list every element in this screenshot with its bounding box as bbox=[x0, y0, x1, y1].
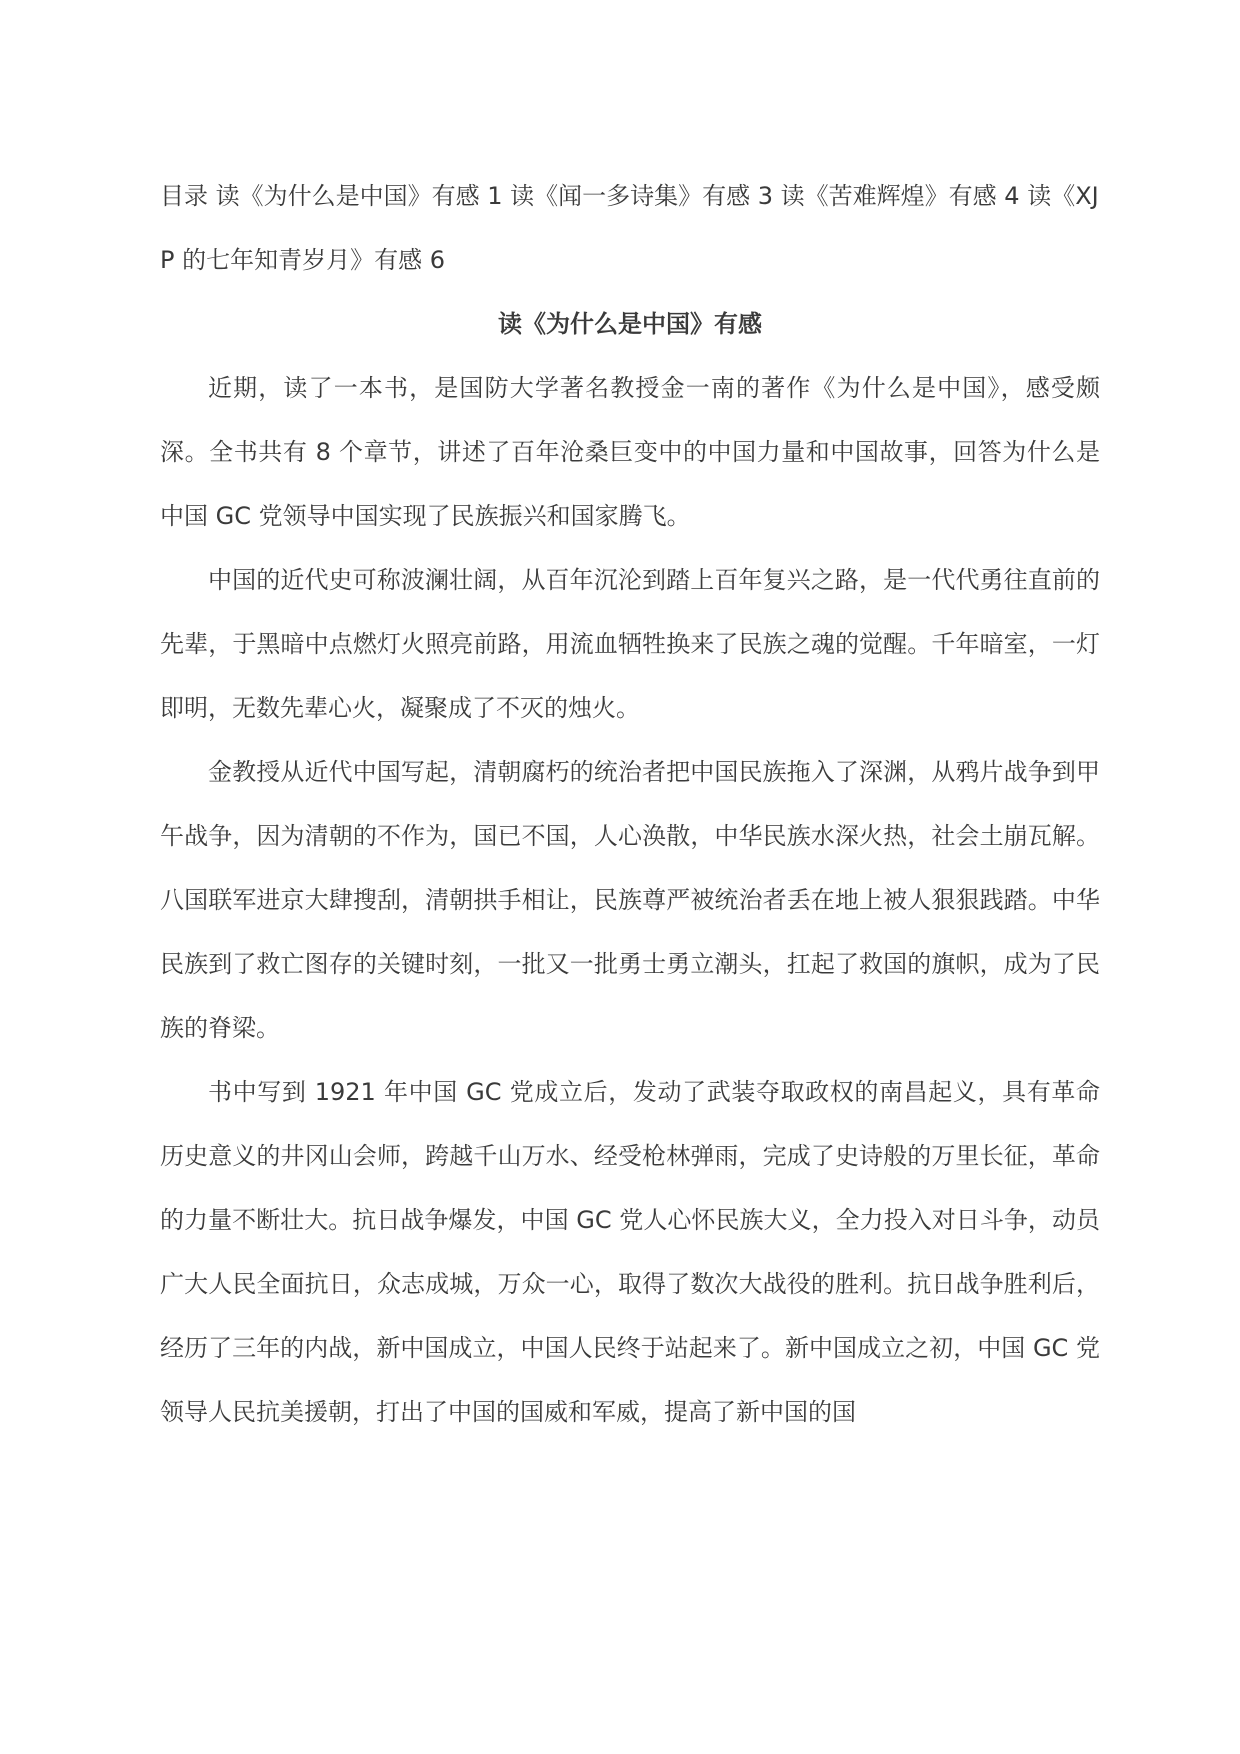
paragraph: 近期，读了一本书，是国防大学著名教授金一南的著作《为什么是中国》，感受颇深。全书共有 8 个章节，讲述了百年沧桑巨变中的中国力量和中国故事，回答为什么是中国 GC 党领导中国实现了民族振兴和国家腾飞。 bbox=[160, 374, 1100, 530]
paragraph: 中国的近代史可称波澜壮阔，从百年沉沦到踏上百年复兴之路，是一代代勇往直前的先辈，于黑暗中点燃灯火照亮前路，用流血牺牲换来了民族之魂的觉醒。千年暗室，一灯即明，无数先辈心火，凝聚成了不灭的烛火。 bbox=[160, 566, 1100, 722]
article-title: 读《为什么是中国》有感 bbox=[498, 310, 762, 338]
paragraph: 书中写到 1921 年中国 GC 党成立后，发动了武装夺取政权的南昌起义，具有革命历史意义的井冈山会师，跨越千山万水、经受枪林弹雨，完成了史诗般的万里长征，革命的力量不断壮大。抗日战争爆发，中国 GC 党人心怀民族大义，全力投入对日斗争，动员广大人民全面抗日，众志成城，万众一心，取得了数次大战役的胜利。抗日战争胜利后，经历了三年的内战，新中国成立，中国人民终于站起来了。新中国成立之初，中国 GC 党领导人民抗美援朝，打出了中国的国威和军威，提高了新中国的国 bbox=[160, 1078, 1100, 1426]
document-content bbox=[160, 164, 1100, 1444]
paragraph: 金教授从近代中国写起，清朝腐朽的统治者把中国民族拖入了深渊，从鸦片战争到甲午战争，因为清朝的不作为，国已不国，人心涣散，中华民族水深火热，社会土崩瓦解。八国联军进京大肆搜刮，清朝拱手相让，民族尊严被统治者丢在地上被人狠狠践踏。中华民族到了救亡图存的关键时刻，一批又一批勇士勇立潮头，扛起了救国的旗帜，成为了民族的脊梁。 bbox=[160, 758, 1100, 1042]
table-of-contents: 目录 读《为什么是中国》有感 1 读《闻一多诗集》有感 3 读《苦难辉煌》有感 4 读《XJP 的七年知青岁月》有感 6 bbox=[160, 182, 1099, 274]
